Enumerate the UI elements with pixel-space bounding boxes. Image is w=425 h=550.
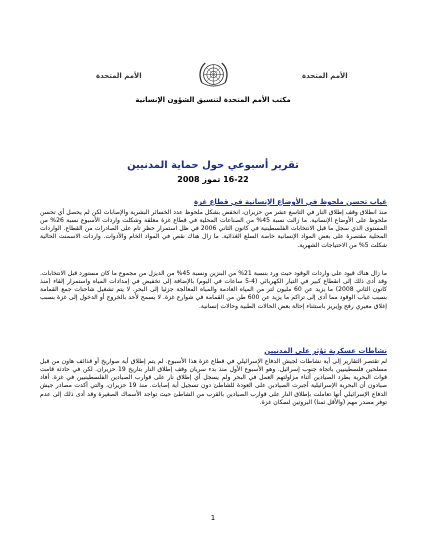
paragraph-humanitarian-2: ما زال هناك قيود على واردات الوقود حيث ورد بنسبة 21% من البنزين ونسبة 45% من الديزل من مجموع ما كان مستورد قبل الانتخابات. وقد أدى ذلك إلى انقطاع كبير في التيار الكهربائي (4-5 ساعات في اليوم) بالإضافة إلى تخفيض في إمدادات المياه واستمرار إلقاء (منذ كانون الثاني 2008) ما يزيد عن 60 مليون لتر من المياه العادمة والمياه المعالجة جزئيا إلى البحر. لا يتم تشغيل شاحنات جمع القمامة بسبب غياب الوقود مما أدى إلى تراكم ما يزيد عن 600 طن من القمامة في شوارع غزة. لا يسمح لأحد بالخروج أو الدخول إلى غزة بسبب إغلاق معبري رفح وإيريز باستثناء إحالة بعض الحالات الطبية وحالات إنسانية. (40, 270, 388, 310)
page-number: 1 (210, 514, 216, 522)
office-name: مكتب الأمم المتحدة لتنسيق الشؤون الإنسانية (135, 96, 291, 104)
un-emblem-icon (197, 58, 230, 91)
paragraph-military-1: لم تقتصر التقارير إلى أية نشاطات لجيش الدفاع الإسرائيلي في قطاع غزة هذا الأسبوع. لم يتم إطلاق أية صواريخ أو قذائف هاون من قبل مسلحين فلسطينيين باتجاه جنوب إسرائيل. وهو الأسبوع الأول منذ بدء سريان وقف إطلاق النار بتاريخ 19 حزيران. لكن في حادثة قامت قوات البحرية بطرد الصيادين أثناء مزاولتهم العمل في البحر ولم يسجل أي إطلاق نار على قوارب الصيادين الفلسطينيين في غزة. أفاد صيادون أن البحرية الإسرائيلية أجبرت الصيادين على العودة للشاطئ دون تسجيل أية إصابات. منذ 19 حزيران، والتي أكدت مصادر جيش الدفاع الإسرائيلي أنها تعاملت بإطلاق النار على قوارب الصيادين بالقرب من الشاطئ حيث تواجد الأسماك الصغيرة وقد أدى ذلك إلى عدم توفر مصدر مهم (والأقل ثمنا) البروتين لسكان غزة. (40, 358, 387, 406)
section-heading-military: نشاطات عسكرية تؤثر على المدنيين (264, 347, 387, 355)
report-date: 16-22 تموز 2008 (177, 175, 249, 184)
org-name-left: الأمم المتحدة (96, 72, 142, 80)
report-title: تقرير أسبوعي حول حماية المدنيين (127, 160, 299, 171)
org-name-right: الأمم المتحدة (302, 72, 348, 80)
section-heading-humanitarian: غياب تحسن ملحوظ في الأوضاع الإنسانية في قطاع غزة (193, 198, 387, 206)
paragraph-humanitarian-1: منذ انطلاق وقف إطلاق النار في التاسع عشر من حزيران، انخفض بشكل ملحوظ عدد الخسائر البشرية والإصابات لكن لم يحصل أي تحسن ملحوظ على الأوضاع الإنسانية. ما زالت نسبة 45% من الصناعات المحلية في قطاع غزة مغلقة وشكلت واردات الأسبوع نسبة 26% من المستوى الذي سجل ما قبل الانتخابات الفلسطينية في كانون الثاني 2006 في ظل استمرار حظر تام على الصادرات من القطاع. الواردات المحلية مقتصرة على بعض المواد الإنسانية خاصة السلع الغذائية. ما زال هناك نقص في المواد الخام والأدوات. واردات الاسمنت الحالية شكلت 5% من الاحتياجات الشهرية. (40, 209, 387, 249)
